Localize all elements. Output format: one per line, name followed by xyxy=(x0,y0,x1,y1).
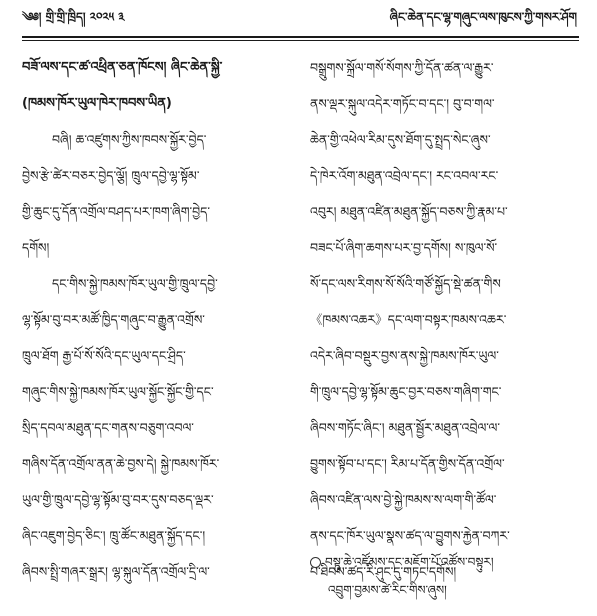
text-line: གཞུང་གིས་སྐྱེ་ཁམས་ཁོར་ཡུལ་སྐྱོང་སྐྱོང་གྱི་དང་ xyxy=(22,384,214,399)
text-line: ཞིང་འཇུག་བྱེད་ཅིང་། ཁྲུ་ཚོང་མཐུན་སྐྱོད་དང་། xyxy=(22,528,206,543)
header-rule-thick xyxy=(22,36,579,38)
text-line: པ་ཐིབས་ཚད་རི་ཤུང་དུ་གཏང་དགོས། xyxy=(310,564,457,579)
text-line: ཆེན་གྱི་འཕེལ་རིམ་དུས་ཐོག་དུ་སྤྲད་སེང་ཞུས་ xyxy=(310,132,491,147)
text-line: གྱི་ཆུང་དུ་དོན་འགྲོལ་བཤད་པར་ཁག་ཞིག་བྱེད་ xyxy=(22,204,211,219)
text-line: དང་གིས་སྐྱེ་ཁམས་ཁོར་ཡུལ་གྱི་ཁྲུལ་དབྱེ་ xyxy=(52,276,218,291)
text-line: ལྷ་སྟོམ་བུ་བར་མཚོ་ཁྱིད་གཞུང་བ་རྒྱུན་འགྲོས་ xyxy=(22,312,205,327)
header-right-text: ཞིང་ཆེན་དང་ལྷ་གཞུང་ལས་ཁུངས་ཀྱི་གསར་ཤོག xyxy=(389,10,577,24)
signature-text: བསྟུ་ཆེ་འཛོམས་དང་མཇོག་པོ་འཚོས་བསྟུར། xyxy=(325,555,494,569)
text-line: འབུར། མཐུན་འཛིན་མཐུན་སྐྱོད་བཅས་ཀྱི་རྣམ་པ་ xyxy=(310,204,508,219)
text-line: ཞིབས་སྤྲི་གཞར་སྒྲར། ལྷ་སྐུལ་དོན་འགྲོལ་དྲི་ལ་ xyxy=(22,564,210,579)
text-line: ཡུལ་གྱི་ཁྲུལ་དབྱེ་ལྷ་སྟོམ་བུ་བར་དུས་བཅད་ལྡར་ xyxy=(22,492,214,507)
text-line: སོ་དང་ལས་རིགས་སོ་སོའི་གཙོ་སྐྱོད་སྡེ་ཚན་གིས xyxy=(310,276,501,291)
article-title xyxy=(22,50,292,122)
text-line: ནས་ལྡར་སྐུལ་འདེར་གཏོང་བ་དང་། བུ་བ་གལ་ xyxy=(310,96,495,111)
text-line: 《ཁམས་འཆར》དང་ལག་བསྟར་ཁམས་འཆར་ xyxy=(310,312,507,327)
article-title-line: བཟོ་ལས་དང་ཚ་འཕྲིན་ཅན་ཁོངས། ཞིང་ཆེན་སྐྱི་ xyxy=(22,60,223,75)
text-line: ཁྲུལ་ཐོག རྒྱ་པོ་སོ་སོའི་དང་ཡུལ་དང་ཤྲིད་ xyxy=(22,348,186,363)
text-line: དེ་ཁེར་འོག་མཐུན་འབྲེལ་དང་། རང་འབལ་རང་ xyxy=(310,168,499,183)
header-rule-thin xyxy=(22,40,579,41)
text-line: བྱུགས་སྟོབ་པ་དང་། རིམ་པ་དོན་གྱིས་དོན་འགྲོལ་ xyxy=(310,456,505,471)
left-column xyxy=(22,50,292,590)
paragraph xyxy=(22,266,292,590)
text-line: འདེར་ཞིབ་བསྡུར་བྱས་ནས་སྐྱེ་ཁམས་ཁོར་ཡུལ་ xyxy=(310,348,499,363)
header-left-text: ༄༅། གྲི་གྲི་ཁྲིད། ༢༠༢༥ ༣ xyxy=(22,10,125,24)
text-line: གི་ཁྲུལ་དབྱེ་ལྷ་སྟོམ་ཆུང་བྱར་བཅས་གཞིག་གང་ xyxy=(310,384,502,399)
signature-line-2 xyxy=(310,576,580,604)
signature-line-1 xyxy=(310,548,580,576)
right-column xyxy=(310,50,578,590)
text-line: ཞིབས་འཛིན་ལས་བྱེ་སྐྱེ་ཁམས་ས་ལག་གི་ཚོལ་ xyxy=(310,492,497,507)
signature-text: འབྲུག་བྱམས་ཚེ་རིང་གིས་ཞུས། xyxy=(328,583,447,597)
article-title-line: (ཁམས་ཁོར་ཡུལ་ཁེར་ཁབས་ཡིན) xyxy=(22,96,172,111)
circle-bullet-icon xyxy=(310,557,321,568)
paragraph xyxy=(22,122,292,266)
paragraph xyxy=(310,50,578,590)
text-line: བསྒྲུགས་སྐྲོལ་གསོ་སོགས་ཀྱི་དོན་ཚན་ལ་རྒྱུར་ xyxy=(310,60,494,75)
page-header xyxy=(22,8,577,34)
signature-block xyxy=(310,548,580,604)
text-line: ཞིབས་གཏོང་ཞིང་། མཐུན་སྦྱོར་མཐུན་འབྲེལ་ལ་ xyxy=(310,420,500,435)
text-line: བཞི། ཆ་འཛུགས་ཀྱིས་ཁབས་སྐྱོར་བྱེད་ xyxy=(52,132,207,147)
text-line: ནས་དང་ཁོར་ཡུལ་སྣས་ཚད་ལ་བྱུགས་རྐྱེན་བཀར་ xyxy=(310,528,510,543)
text-line: གཞིས་དོན་འགྲོལ་ནན་ཆེ་བྱས་དེ། སྐྱེ་ཁམས་ཁོར་ xyxy=(22,456,220,471)
text-line: སྲིད་དབལ་མཐུན་དང་གནས་བཅུག་འབལ་ xyxy=(22,420,194,435)
text-line: བྱེས་རྩེ་ཚེར་བཅར་བྱེད་ལྕོ། ཁྲུལ་དབྱེ་ལྷ་སྟོམ་ xyxy=(22,168,200,183)
text-line: དགོས། xyxy=(22,240,50,255)
text-line: བཟང་པོ་ཞིག་ཆགས་པར་བྱ་དགོས། ས་ཁུལ་སོ་ xyxy=(310,240,498,255)
